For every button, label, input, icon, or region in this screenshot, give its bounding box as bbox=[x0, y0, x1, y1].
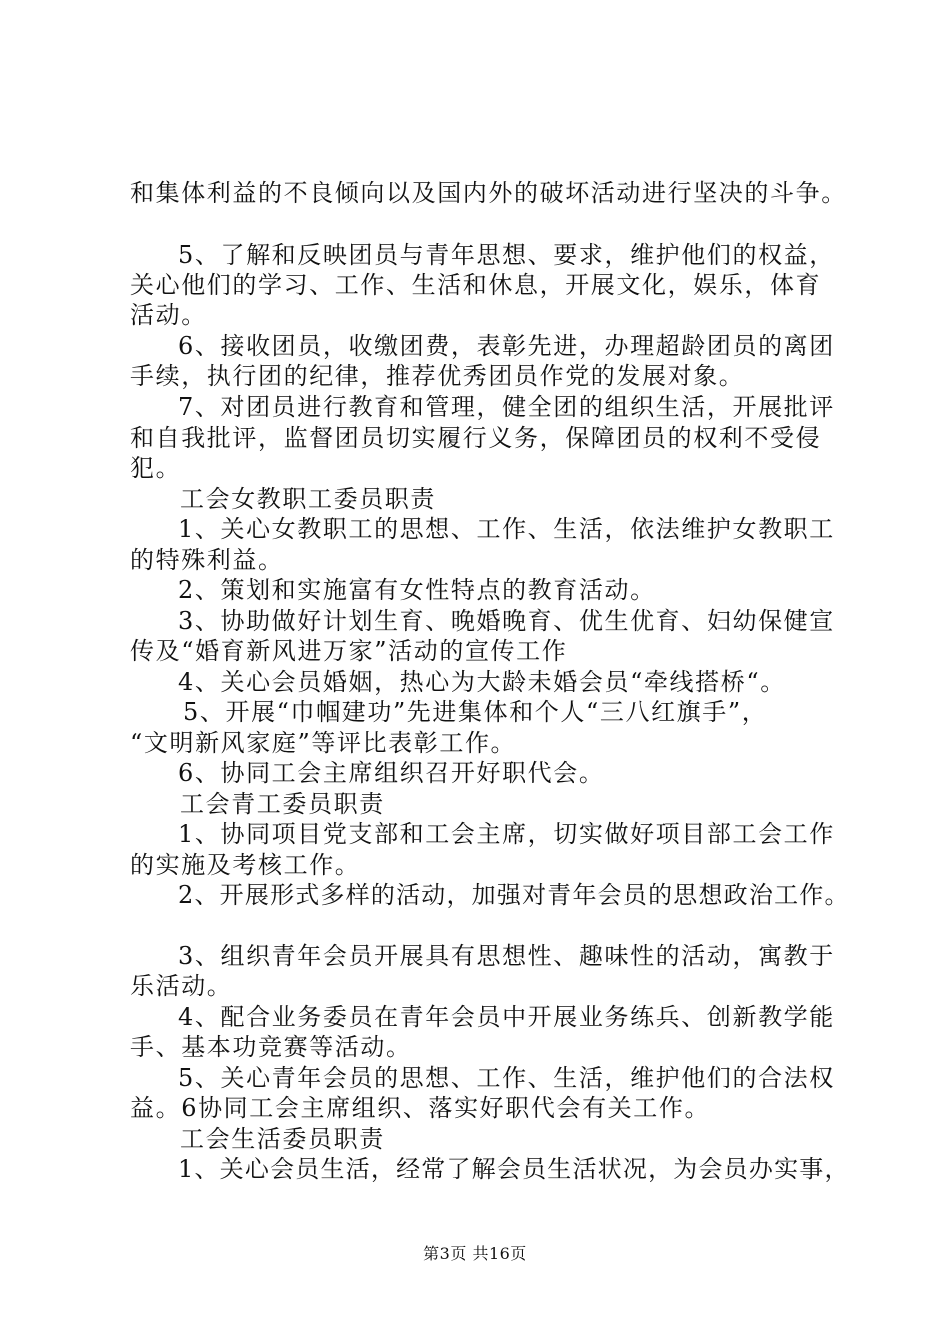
text-line: 传及“婚育新风进万家”活动的宣传工作 bbox=[130, 637, 568, 665]
text-line: 6、协同工会主席组织召开好职代会。 bbox=[178, 759, 605, 787]
text-line: 3、组织青年会员开展具有思想性、趣味性的活动，寓教于 bbox=[178, 942, 835, 970]
text-line: 3、协助做好计划生育、晚婚晚育、优生优育、妇幼保健宣 bbox=[178, 607, 835, 635]
text-line: 5、关心青年会员的思想、工作、生活，维护他们的合法权 bbox=[178, 1064, 835, 1092]
text-line: 2、策划和实施富有女性特点的教育活动。 bbox=[178, 576, 656, 604]
text-line: 活动。 bbox=[130, 301, 207, 329]
section-heading: 工会女教职工委员职责 bbox=[180, 485, 436, 513]
text-line: 益。6协同工会主席组织、落实好职代会有关工作。 bbox=[130, 1094, 711, 1122]
text-line: 和集体利益的不良倾向以及国内外的破坏活动进行坚决的斗争。 bbox=[130, 179, 847, 207]
text-line: 1、关心会员生活，经常了解会员生活状况，为会员办实事， bbox=[178, 1155, 850, 1183]
text-line: 1、关心女教职工的思想、工作、生活，依法维护女教职工 bbox=[178, 515, 835, 543]
text-line: 关心他们的学习、工作、生活和休息，开展文化，娱乐，体育 bbox=[130, 271, 822, 299]
text-line: 4、配合业务委员在青年会员中开展业务练兵、创新教学能 bbox=[178, 1003, 835, 1031]
text-line: 手、基本功竞赛等活动。 bbox=[130, 1033, 412, 1061]
text-line: 1、协同项目党支部和工会主席，切实做好项目部工会工作 bbox=[178, 820, 835, 848]
page-number-footer: 第3页 共16页 bbox=[423, 1244, 527, 1263]
text-line: 4、关心会员婚姻，热心为大龄未婚会员“牵线搭桥“。 bbox=[178, 668, 786, 696]
text-line: 7、对团员进行教育和管理，健全团的组织生活，开展批评 bbox=[178, 393, 835, 421]
section-heading: 工会青工委员职责 bbox=[180, 790, 385, 818]
text-line: 5、开展“巾帼建功”先进集体和个人“三八红旗手”， bbox=[183, 698, 768, 726]
text-line: “文明新风家庭”等评比表彰工作。 bbox=[130, 729, 517, 757]
text-line: 5、了解和反映团员与青年思想、要求，维护他们的权益， bbox=[178, 241, 835, 269]
section-heading: 工会生活委员职责 bbox=[180, 1125, 385, 1153]
text-line: 的实施及考核工作。 bbox=[130, 851, 361, 879]
text-line: 和自我批评，监督团员切实履行义务，保障团员的权利不受侵 bbox=[130, 424, 822, 452]
text-line: 手续，执行团的纪律，推荐优秀团员作党的发展对象。 bbox=[130, 362, 745, 390]
text-line: 的特殊利益。 bbox=[130, 546, 284, 574]
text-line: 犯。 bbox=[130, 454, 182, 482]
text-line: 乐活动。 bbox=[130, 972, 233, 1000]
text-line: 6、接收团员，收缴团费，表彰先进，办理超龄团员的离团 bbox=[178, 332, 835, 360]
text-line: 2、开展形式多样的活动，加强对青年会员的思想政治工作。 bbox=[178, 881, 850, 909]
